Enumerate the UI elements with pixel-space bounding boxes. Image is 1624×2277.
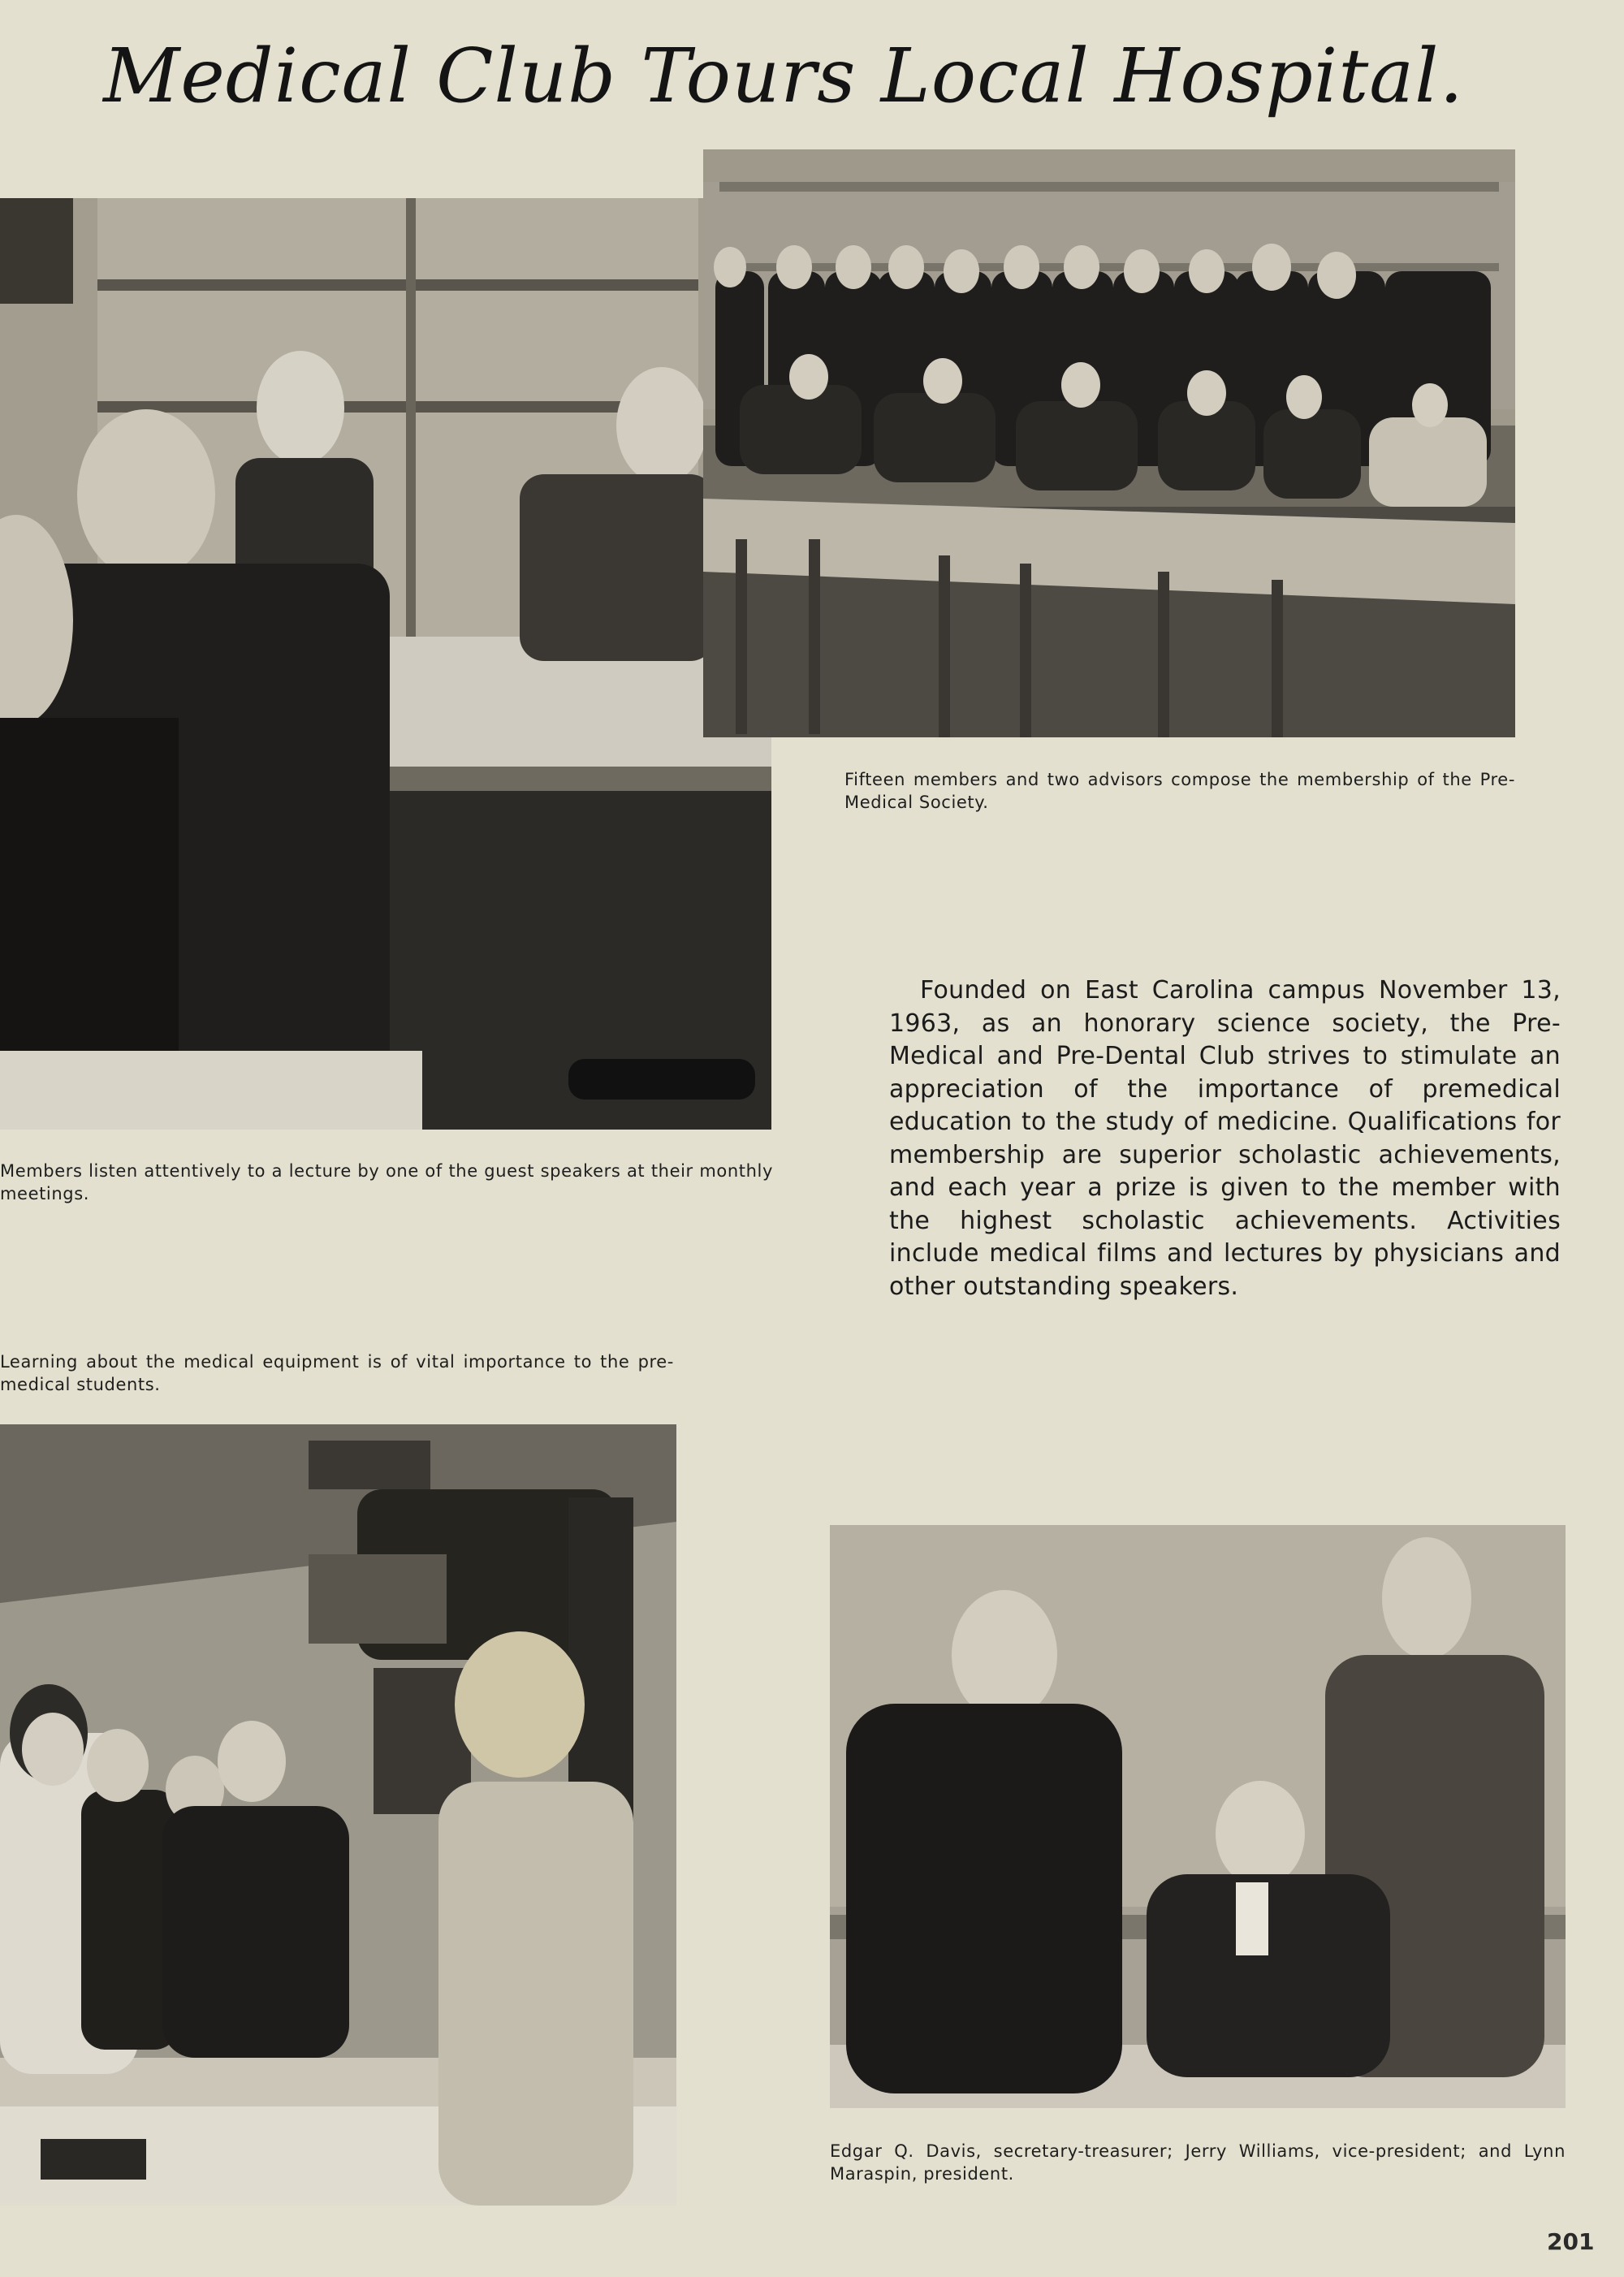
equipment-caption: Learning about the medical equipment is of vital importance to the pre-medical students. — [0, 1352, 674, 1394]
equipment-photo — [0, 1424, 676, 2206]
officers-caption: Edgar Q. Davis, secretary-treasurer; Jerry Williams, vice-president; and Lynn Maraspin, president. — [830, 2141, 1566, 2184]
page-title: Medical Club Tours Local Hospital. — [103, 32, 1464, 119]
lecture-photo — [0, 198, 771, 1130]
group-caption: Fifteen members and two advisors compose the membership of the Pre-Medical Society. — [844, 770, 1515, 812]
group-photo — [703, 149, 1515, 737]
article-body: Founded on East Carolina campus November 13, 1963, as an honorary science society, the Pre-Medical and Pre-Dental Club strives to stimulate an appreciation of the importance of premedical education to the study of medicine. Qualifications for membership are superior scholastic achievements, and each year a prize is given to the member with the highest scholastic achievements. Activities include medical films and lectures by physicians and other outstanding speakers. — [889, 976, 1561, 1301]
officers-photo — [830, 1525, 1566, 2108]
lecture-caption: Members listen attentively to a lecture by one of the guest speakers at their monthly meetings. — [0, 1161, 773, 1203]
page-number: 201 — [1547, 2228, 1595, 2255]
